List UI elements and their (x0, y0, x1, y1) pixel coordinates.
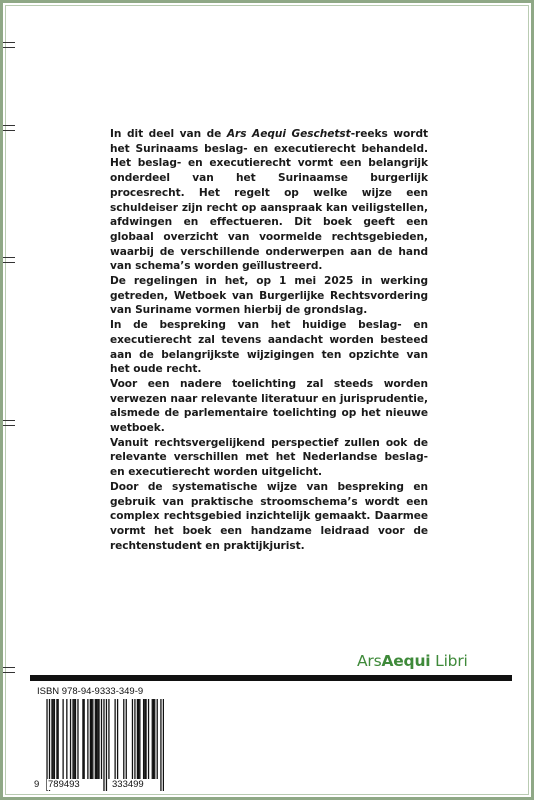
barcode-bar (74, 699, 75, 779)
barcode-bar (87, 699, 88, 779)
barcode-bar (139, 699, 140, 779)
barcode-lead-digit: 9 (34, 779, 40, 790)
barcode-bar (54, 699, 55, 779)
blurb-paragraph: De regelingen in het, op 1 mei 2025 in werking getreden, Wetboek van Burgerlijke Rechtsvordering van Suriname vormen hierbij de grondslag. (110, 275, 428, 317)
barcode-bar (157, 699, 158, 779)
margin-tick-mark (3, 125, 15, 131)
barcode-bar (163, 699, 164, 791)
barcode-bar (46, 699, 47, 791)
barcode-bar (106, 699, 107, 791)
barcode-bar (90, 699, 91, 779)
barcode-bar (49, 699, 50, 791)
isbn-label: ISBN 978-94-9333-349-9 (37, 686, 144, 697)
barcode-bar (117, 699, 118, 779)
barcode-bar (101, 699, 102, 779)
barcode-bar (91, 699, 92, 779)
footer-rule (30, 675, 512, 681)
publisher-logo: ArsAequi Libri (357, 652, 468, 670)
blurb-paragraph: Voor een nadere toelichting zal steeds worden verwezen naar relevante literatuur en jurisprudentie, alsmede de parlementaire toelichting op het nieuwe wetboek. (110, 377, 428, 435)
barcode-bar (103, 699, 104, 791)
barcode-bar (62, 699, 63, 779)
barcode-left-digits: 789493 (48, 779, 80, 790)
barcode-bar (58, 699, 59, 779)
barcode-digits (33, 779, 165, 793)
barcode-bar (160, 699, 161, 791)
barcode-bar (56, 699, 57, 779)
blurb-paragraph: In de bespreking van het huidige beslag- en executierecht zal tevens aandacht worden besteed aan de belangrijkste wijzigingen ten opzichte van het oude recht. (110, 319, 428, 376)
margin-tick-mark (3, 257, 15, 263)
barcode-bar (75, 699, 76, 779)
barcode-bar (144, 699, 145, 779)
blurb-paragraph: Door de systematische wijze van bespreking en gebruik van praktische stroomschema’s wordt een complex rechtsgebied inzichtelijk gemaakt. Daarmee vormt het boek een handzame leidraad voor de rechtenstudent en praktijkjurist. (110, 480, 428, 552)
barcode-bar (53, 699, 54, 779)
margin-tick-mark (3, 667, 15, 673)
barcode-bar (84, 699, 85, 779)
barcode-bar (137, 699, 138, 779)
blurb-paragraph: In dit deel van de Ars Aequi Geschetst-reeks wordt het Surinaams beslag- en executierecht behandeld. Het beslag- en executierecht vormt een belangrijk onderdeel van het Surinaamse burgerlijk procesrecht. Het regelt op welke wijze een schuldeiser zijn recht op aanspraak kan veiligstellen, afdwingen en effectueren. Dit boek geeft een globaal overzicht van voormelde rechtsgebieden, waarbij de verschillende onderwerpen aan de hand van schema’s worden geïllustreerd. (110, 128, 428, 273)
barcode-bar (97, 699, 98, 779)
barcode-right-digits: 333499 (112, 779, 144, 790)
barcode-bar (134, 699, 135, 779)
barcode-bar (114, 699, 115, 779)
barcode-bar (72, 699, 73, 779)
barcode-bar (148, 699, 149, 779)
barcode-bar (70, 699, 71, 779)
barcode-bar (152, 699, 153, 779)
back-cover-blurb (110, 127, 428, 553)
barcode-bar (123, 699, 124, 779)
barcode-bar (126, 699, 127, 779)
barcode-bar (145, 699, 146, 779)
barcode-bar (143, 699, 144, 779)
barcode-bar (132, 699, 133, 779)
margin-tick-mark (3, 420, 15, 426)
blurb-paragraph: Vanuit rechtsvergelijkend perspectief zullen ook de relevante verschillen met het Nederlandse beslag- en executierecht worden uitgelicht. (110, 436, 428, 479)
barcode-bar (82, 699, 83, 779)
barcode-bar (51, 699, 52, 779)
margin-tick-mark (3, 42, 15, 48)
barcode-bar (153, 699, 154, 779)
barcode-bar (96, 699, 97, 779)
barcode-bar (154, 699, 155, 779)
barcode (34, 699, 164, 791)
barcode-bar (98, 699, 99, 779)
series-name: Ars Aequi Geschetst (226, 128, 351, 140)
barcode-bar (108, 699, 109, 779)
barcode-bar (138, 699, 139, 779)
barcode-bar (77, 699, 78, 779)
barcode-bar (92, 699, 93, 779)
barcode-bar (66, 699, 67, 779)
barcode-bar (95, 699, 96, 779)
